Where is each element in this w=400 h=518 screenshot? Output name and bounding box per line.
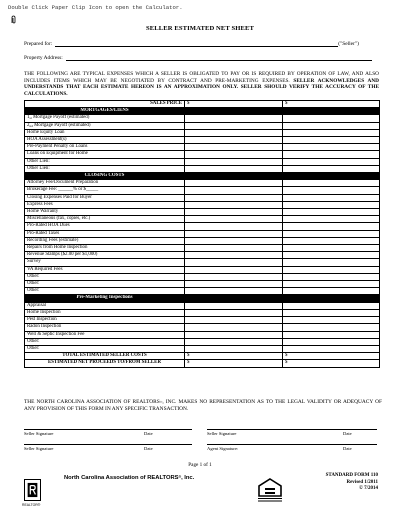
form-number: STANDARD FORM 110 xyxy=(325,473,378,478)
mortgage-item-amount-1[interactable] xyxy=(185,165,283,172)
mortgage-item-label xyxy=(25,165,185,172)
association-name xyxy=(64,475,194,481)
premarketing-item-amount-1[interactable] xyxy=(185,338,283,345)
sales-price-label: SALES PRICE xyxy=(25,101,185,108)
closing-item-amount-2[interactable] xyxy=(283,237,380,244)
closing-item-label: Other: xyxy=(25,288,185,295)
mortgage-item-label-text: Other Lien: xyxy=(27,165,50,171)
closing-item-amount-2[interactable] xyxy=(283,252,380,259)
mortgage-item-amount-2[interactable] xyxy=(283,137,380,144)
premarketing-item-amount-1[interactable] xyxy=(185,302,283,309)
closing-item-amount-2[interactable] xyxy=(283,273,380,280)
mortgage-item-amount-1[interactable] xyxy=(185,144,283,151)
closing-item-amount-2[interactable] xyxy=(283,180,380,187)
closing-item-amount-1[interactable] xyxy=(185,201,283,208)
mortgage-item-amount-1[interactable] xyxy=(185,122,283,129)
premarketing-item-amount-2[interactable] xyxy=(283,317,380,324)
intro-paragraph xyxy=(24,71,379,97)
mortgages-liens-header-row xyxy=(25,108,380,115)
date-label-4: Date xyxy=(343,446,352,451)
closing-item-label: Survey xyxy=(25,259,185,266)
mortgage-item-row xyxy=(25,144,380,151)
mortgage-item-label-text: 2 xyxy=(27,122,30,128)
premarketing-item-row xyxy=(25,338,380,345)
closing-item-amount-2[interactable] xyxy=(283,201,380,208)
sales-price-field-2[interactable]: $ xyxy=(283,101,380,108)
mortgage-item-amount-2[interactable] xyxy=(283,151,380,158)
premarketing-item-row xyxy=(25,309,380,316)
closing-item-amount-1[interactable] xyxy=(185,194,283,201)
association-registered-mark: ® xyxy=(178,475,182,479)
mortgage-item-row xyxy=(25,115,380,122)
closing-item-amount-1[interactable] xyxy=(185,223,283,230)
closing-item-row xyxy=(25,245,380,252)
property-address-field[interactable] xyxy=(66,54,372,61)
mortgage-item-label-ordinal: st xyxy=(29,116,32,121)
page-title: SELLER ESTIMATED NET SHEET xyxy=(145,25,255,32)
mortgage-item-label-text: 1 xyxy=(27,115,30,121)
closing-costs-header-row xyxy=(25,173,380,180)
closing-item-amount-1[interactable] xyxy=(185,259,283,266)
registered-mark: ® xyxy=(159,400,163,404)
premarketing-item-label: Other: xyxy=(25,338,185,345)
premarketing-item-amount-2[interactable] xyxy=(283,338,380,345)
mortgage-item-row xyxy=(25,129,380,136)
mortgage-item-row xyxy=(25,158,380,165)
total-seller-costs-label: TOTAL ESTIMATED SELLER COSTS xyxy=(25,353,185,360)
total-seller-costs-row xyxy=(25,353,380,360)
premarketing-item-label: Home Inspection xyxy=(25,309,185,316)
seller-signature-line-1[interactable] xyxy=(24,419,192,430)
mortgage-item-row xyxy=(25,137,380,144)
premarketing-item-label: Appraisal xyxy=(25,302,185,309)
mortgage-item-label-text: Pre-Payment Penalty on Loans xyxy=(27,144,88,150)
closing-item-label: Pro-Rated HOA Dues xyxy=(25,223,185,230)
closing-item-row xyxy=(25,187,380,194)
net-proceeds-amount-1[interactable]: $ xyxy=(185,360,283,367)
mortgage-item-label-text: Home Equity Loan xyxy=(27,129,65,135)
closing-item-amount-1[interactable] xyxy=(185,187,283,194)
association-suffix: , Inc. xyxy=(181,475,195,481)
mortgages-liens-header: MORTGAGES/LIENS xyxy=(25,108,185,115)
sales-price-field-1[interactable]: $ xyxy=(185,101,283,108)
closing-item-label: Repairs from Home Inspection xyxy=(25,245,185,252)
date-label-1: Date xyxy=(144,431,153,436)
total-seller-costs-amount-1[interactable]: $ xyxy=(185,353,283,360)
pre-marketing-header: Pre-Marketing Inspections xyxy=(25,295,185,302)
mortgage-item-label xyxy=(25,158,185,165)
net-proceeds-label: ESTIMATED NET PROCEEDS TO/FROM SELLER xyxy=(25,360,185,367)
date-label-3: Date xyxy=(144,446,153,451)
closing-item-amount-1[interactable] xyxy=(185,230,283,237)
closing-item-amount-1[interactable] xyxy=(185,180,283,187)
mortgage-item-label xyxy=(25,122,185,129)
intro-bold-text: SELLER ACKNOWLEDGES AND UNDERSTANDS THAT EACH ESTIMATE HEREON IS AN APPROXIMATION ONLY. SELLER SHOULD VERIFY THE ACCURACY OF THE CALCULATIONS. xyxy=(24,77,379,97)
net-proceeds-amount-2[interactable]: $ xyxy=(283,360,380,367)
realtor-caption: REALTOR® xyxy=(22,503,41,507)
closing-item-label: Other: xyxy=(25,281,185,288)
closing-costs-header: CLOSING COSTS xyxy=(25,173,185,180)
sales-price-row xyxy=(25,101,380,108)
closing-item-amount-1[interactable] xyxy=(185,266,283,273)
form-copyright: © 7/2014 xyxy=(359,486,378,492)
closing-item-amount-1[interactable] xyxy=(185,216,283,223)
prepared-for-label: Prepared for: xyxy=(24,41,53,47)
closing-item-label: Home Warranty xyxy=(25,209,185,216)
mortgage-item-amount-1[interactable] xyxy=(185,158,283,165)
realtor-logo-icon xyxy=(24,479,41,501)
closing-item-amount-1[interactable] xyxy=(185,288,283,295)
closing-item-row xyxy=(25,223,380,230)
closing-item-row xyxy=(25,216,380,223)
closing-item-amount-1[interactable] xyxy=(185,209,283,216)
form-revised: Revised 1/2011 xyxy=(346,479,378,485)
premarketing-item-row xyxy=(25,331,380,338)
closing-item-amount-2[interactable] xyxy=(283,281,380,288)
association-text: North Carolina Association of REALTORS xyxy=(64,475,179,481)
closing-item-amount-1[interactable] xyxy=(185,245,283,252)
premarketing-item-row xyxy=(25,317,380,324)
closing-item-amount-2[interactable] xyxy=(283,194,380,201)
closing-item-label: Pro-Rated Taxes xyxy=(25,230,185,237)
closing-item-row xyxy=(25,237,380,244)
closing-item-row xyxy=(25,180,380,187)
seller-signature-line-2[interactable] xyxy=(207,419,377,430)
closing-item-row xyxy=(25,209,380,216)
mortgage-item-amount-1[interactable] xyxy=(185,151,283,158)
mortgage-item-label xyxy=(25,137,185,144)
calculator-instruction: Double Click Paper Clip Icon to open the Calculator. xyxy=(8,4,183,11)
pre-marketing-header-row xyxy=(25,295,380,302)
property-address-row xyxy=(24,54,372,61)
mortgage-item-label-text: Other Lien: xyxy=(27,158,50,164)
mortgage-item-row xyxy=(25,151,380,158)
agent-signature-line[interactable] xyxy=(207,434,377,445)
closing-item-label: Attorney Fee/Document Preparation xyxy=(25,180,185,187)
premarketing-item-amount-1[interactable] xyxy=(185,345,283,352)
premarketing-item-amount-1[interactable] xyxy=(185,324,283,331)
mortgage-item-amount-1[interactable] xyxy=(185,137,283,144)
mortgage-item-label-text: HOA Assessment(s) xyxy=(27,137,67,143)
premarketing-item-amount-1[interactable] xyxy=(185,309,283,316)
closing-item-amount-2[interactable] xyxy=(283,288,380,295)
premarketing-item-amount-2[interactable] xyxy=(283,309,380,316)
mortgage-item-row xyxy=(25,165,380,172)
prepared-for-field[interactable] xyxy=(55,40,338,47)
closing-item-label: Recording Fees (estimate) xyxy=(25,237,185,244)
closing-item-row xyxy=(25,230,380,237)
premarketing-item-label: Pest Inspection xyxy=(25,317,185,324)
closing-item-amount-1[interactable] xyxy=(185,252,283,259)
seller-signature-label-2: Seller Signature xyxy=(207,431,237,436)
closing-item-label: VA Required Fees xyxy=(25,266,185,273)
closing-item-label: Express Fees xyxy=(25,201,185,208)
closing-item-label: Revenue Stamps ($2.00 per $1,000) xyxy=(25,252,185,259)
closing-costs-header-blank xyxy=(185,173,283,180)
premarketing-item-row xyxy=(25,324,380,331)
mortgage-item-amount-2[interactable] xyxy=(283,115,380,122)
closing-item-amount-1[interactable] xyxy=(185,281,283,288)
premarketing-item-row xyxy=(25,345,380,352)
closing-item-row xyxy=(25,252,380,259)
disclaimer-text-2: , INC. MAKES NO REPRESENTATION AS TO THE LEGAL VALIDITY OR ADEQUACY OF ANY PROVISION OF THIS FORM IN ANY SPECIFIC TRANSACTION. xyxy=(24,399,382,412)
premarketing-item-amount-1[interactable] xyxy=(185,331,283,338)
closing-item-amount-2[interactable] xyxy=(283,245,380,252)
mortgage-item-label xyxy=(25,129,185,136)
seller-signature-line-3[interactable] xyxy=(24,434,192,445)
closing-item-row xyxy=(25,259,380,266)
seller-signature-label-1: Seller Signature xyxy=(24,431,54,436)
premarketing-item-row xyxy=(25,302,380,309)
mortgage-item-label xyxy=(25,151,185,158)
premarketing-item-amount-2[interactable] xyxy=(283,331,380,338)
premarketing-item-label: Well & Septic Inspection Fee xyxy=(25,331,185,338)
premarketing-item-amount-2[interactable] xyxy=(283,302,380,309)
form-info xyxy=(326,473,378,493)
premarketing-item-amount-1[interactable] xyxy=(185,317,283,324)
mortgage-item-label-suffix: Mortgage Payoff (estimated) xyxy=(31,115,90,121)
pre-marketing-header-blank xyxy=(283,295,380,302)
closing-item-amount-2[interactable] xyxy=(283,259,380,266)
agent-signature-label: Agent Signature: xyxy=(207,446,239,451)
closing-item-amount-2[interactable] xyxy=(283,223,380,230)
closing-item-amount-2[interactable] xyxy=(283,209,380,216)
closing-item-amount-2[interactable] xyxy=(283,230,380,237)
closing-item-row xyxy=(25,201,380,208)
seller-tag: ("Seller") xyxy=(338,41,359,47)
mortgage-item-amount-2[interactable] xyxy=(283,158,380,165)
mortgage-item-label xyxy=(25,144,185,151)
mortgage-item-label-text: Loans on Equipment for Home xyxy=(27,151,88,157)
premarketing-item-label: Radon Inspection xyxy=(25,324,185,331)
mortgages-liens-header-blank xyxy=(185,108,283,115)
closing-item-amount-1[interactable] xyxy=(185,273,283,280)
page-number: Page 1 of 1 xyxy=(188,462,212,468)
mortgage-item-label xyxy=(25,115,185,122)
disclaimer xyxy=(24,399,382,413)
closing-item-amount-2[interactable] xyxy=(283,216,380,223)
closing-item-label: Closing Expenses Paid for Buyer xyxy=(25,194,185,201)
closing-item-amount-2[interactable] xyxy=(283,266,380,273)
seller-signature-label-3: Seller Signature xyxy=(24,446,54,451)
premarketing-item-amount-2[interactable] xyxy=(283,324,380,331)
net-sheet-table xyxy=(24,100,380,368)
mortgage-item-amount-1[interactable] xyxy=(185,115,283,122)
property-address-label: Property Address: xyxy=(24,55,63,61)
closing-item-row xyxy=(25,194,380,201)
prepared-for-row xyxy=(24,40,359,47)
mortgage-item-amount-1[interactable] xyxy=(185,129,283,136)
pre-marketing-header-blank xyxy=(185,295,283,302)
intro-text: THE FOLLOWING ARE TYPICAL EXPENSES WHICH A SELLER IS OBLIGATED TO PAY OR IS REQUIRED BY OPERATION OF LAW, AND ALSO INCLUDES ITEMS WHICH MAY BE NEGOTIATED BY CONTRACT AND PRE-MARKETING EXPENSES. xyxy=(24,71,379,84)
closing-item-row xyxy=(25,281,380,288)
mortgages-liens-header-blank xyxy=(283,108,380,115)
mortgage-item-amount-2[interactable] xyxy=(283,129,380,136)
closing-item-label: Other: xyxy=(25,273,185,280)
closing-item-row xyxy=(25,273,380,280)
total-seller-costs-amount-2[interactable]: $ xyxy=(283,353,380,360)
mortgage-item-label-ordinal: nd xyxy=(29,123,33,128)
closing-item-label: Brokerage Fee: ______% or $_____ xyxy=(25,187,185,194)
equal-housing-opportunity-icon xyxy=(255,477,285,503)
mortgage-item-row xyxy=(25,122,380,129)
closing-costs-header-blank xyxy=(283,173,380,180)
closing-item-row xyxy=(25,266,380,273)
disclaimer-text-1: THE NORTH CAROLINA ASSOCIATION OF REALTORS xyxy=(24,399,160,405)
mortgage-item-amount-2[interactable] xyxy=(283,165,380,172)
closing-item-row xyxy=(25,288,380,295)
premarketing-item-amount-2[interactable] xyxy=(283,345,380,352)
mortgage-item-amount-2[interactable] xyxy=(283,122,380,129)
mortgage-item-amount-2[interactable] xyxy=(283,144,380,151)
net-proceeds-row xyxy=(25,360,380,367)
closing-item-amount-1[interactable] xyxy=(185,237,283,244)
mortgage-item-label-suffix: Mortgage Payoff (estimated) xyxy=(32,122,91,128)
paper-clip-icon[interactable] xyxy=(9,15,19,25)
date-label-2: Date xyxy=(343,431,352,436)
premarketing-item-label: Other: xyxy=(25,345,185,352)
closing-item-label: Miscellaneous (fax, copies, etc.) xyxy=(25,216,185,223)
closing-item-amount-2[interactable] xyxy=(283,187,380,194)
